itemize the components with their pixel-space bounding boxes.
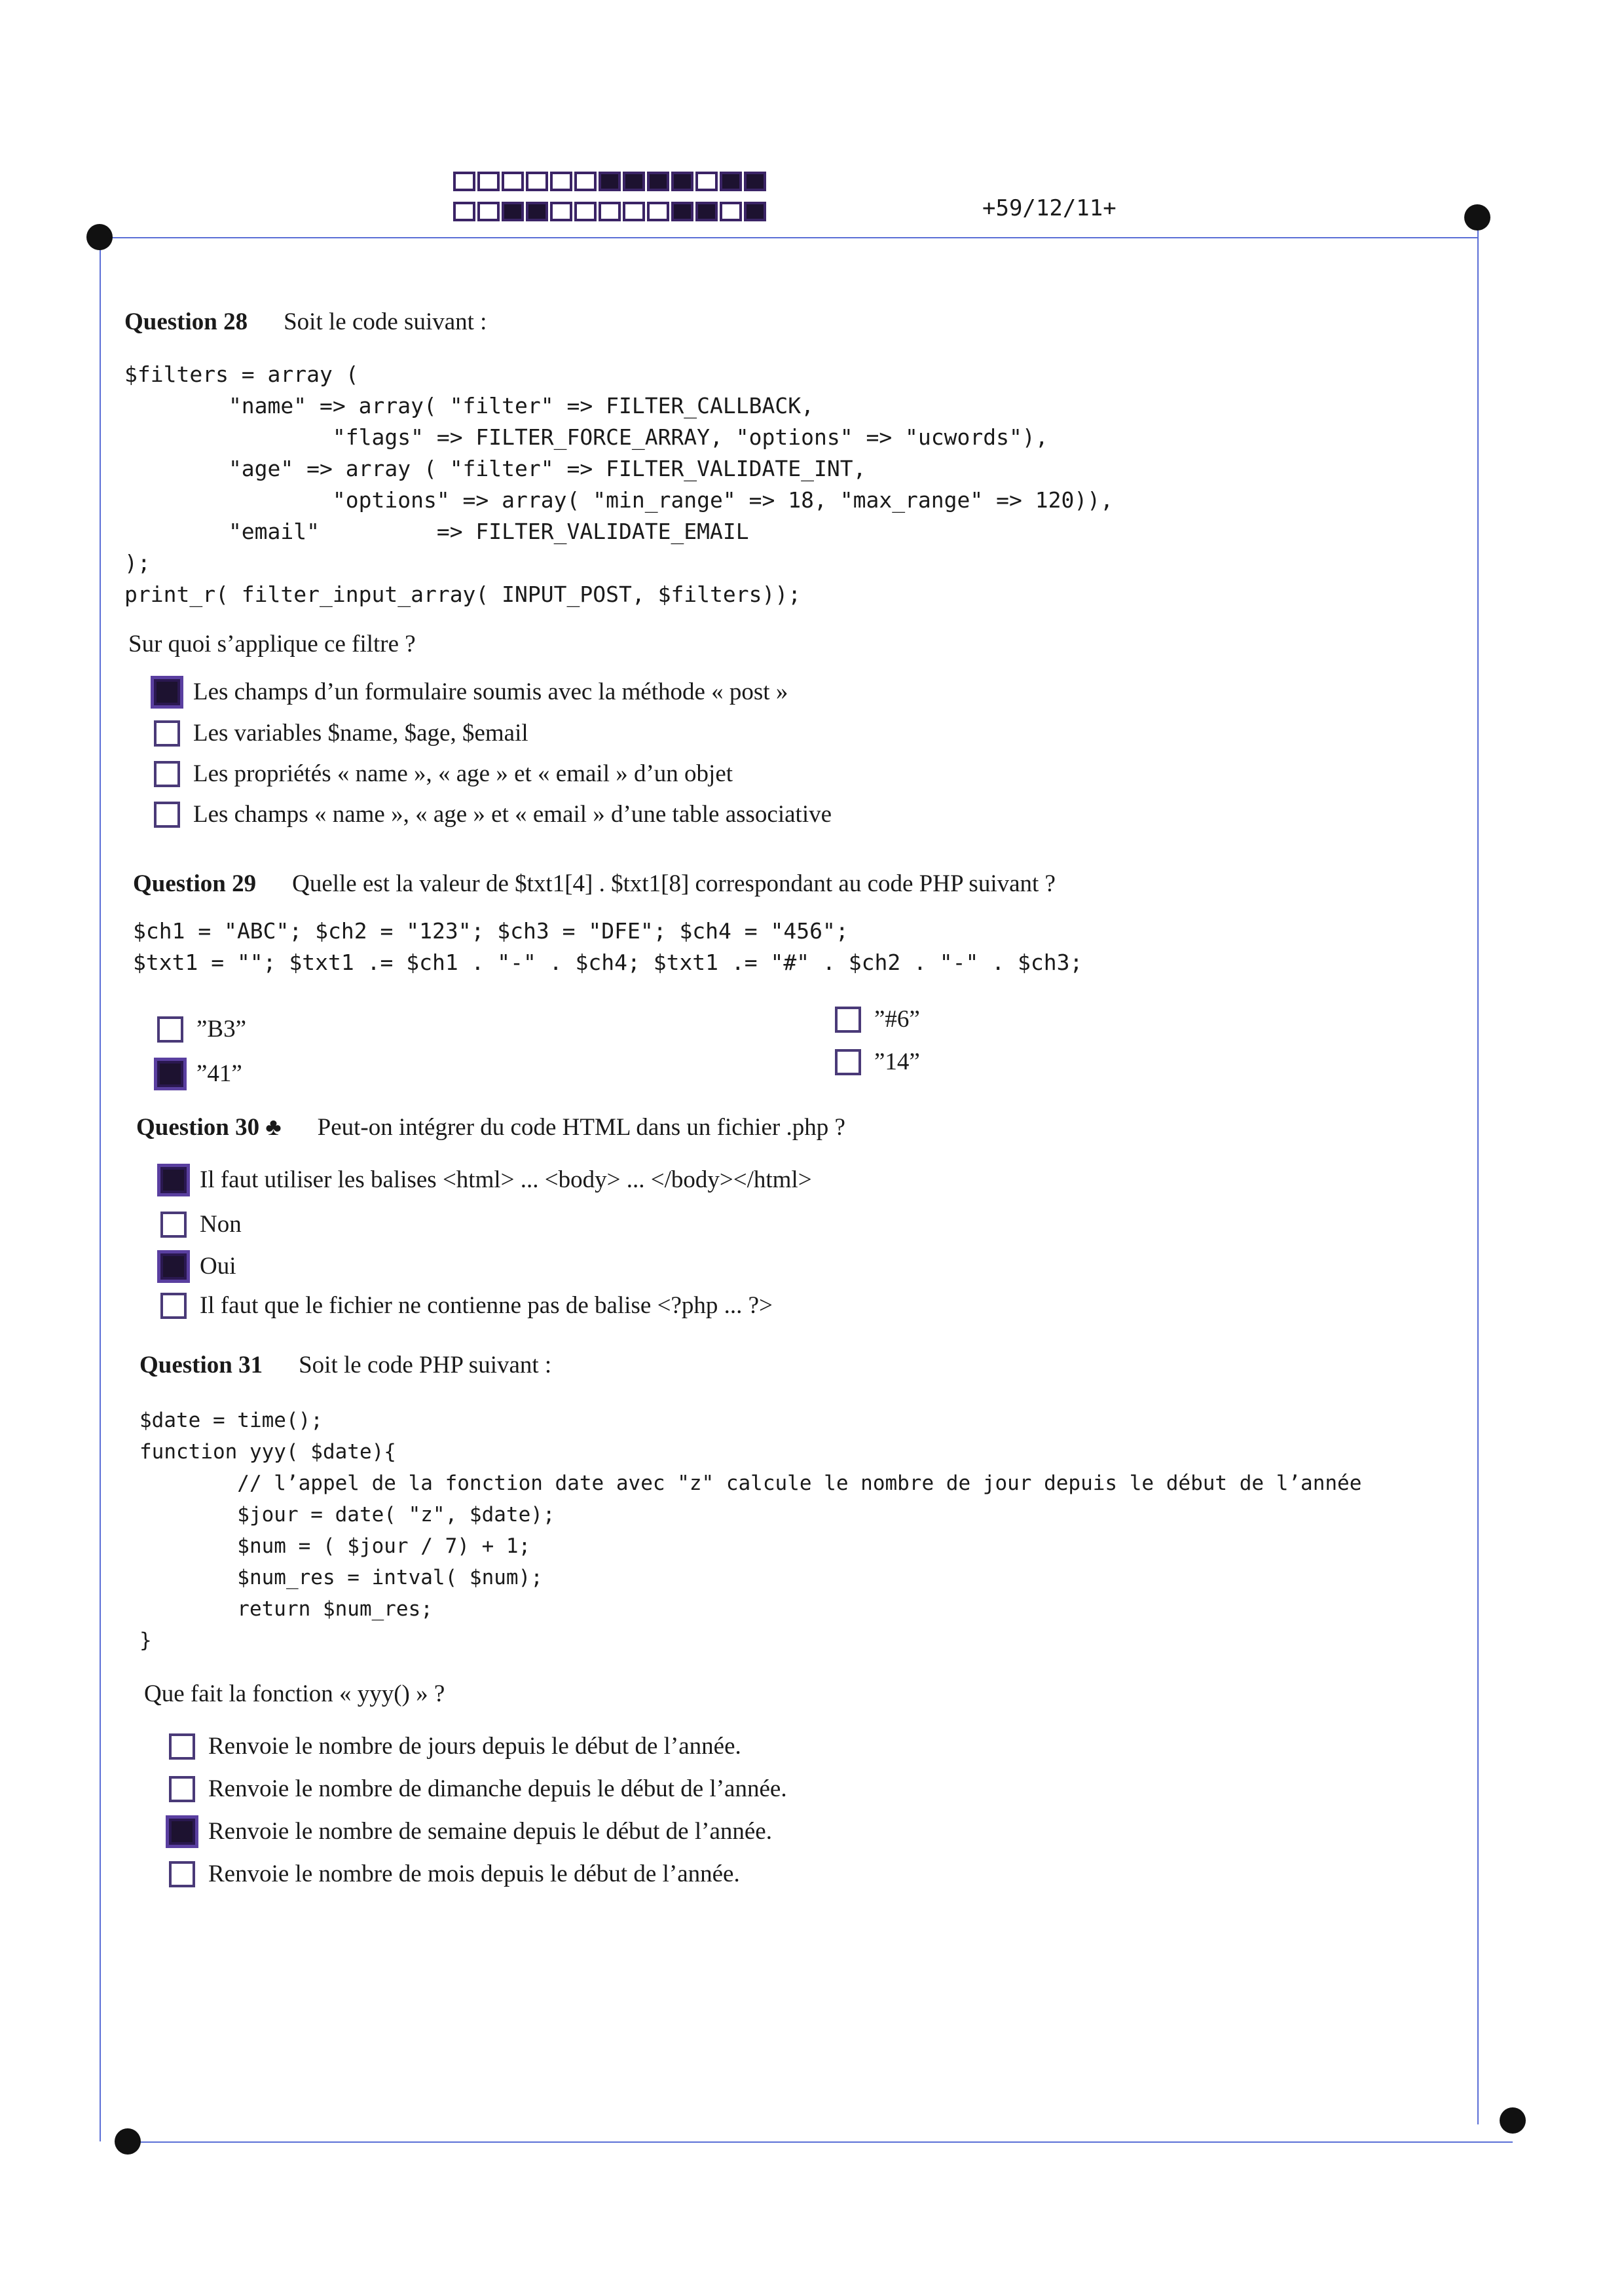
barcode-cell [647, 172, 669, 191]
barcode-cell [477, 202, 500, 221]
page-id: +59/12/11+ [982, 195, 1116, 221]
q28-checkbox-1[interactable] [154, 679, 180, 705]
question-29-code: $ch1 = "ABC"; $ch2 = "123"; $ch3 = "DFE"; $ch4 = "456"; $txt1 = ""; $txt1 .= $ch1 . "-" . $ch4; $txt1 .= "#" . $ch2 . "-" . $ch3; [133, 918, 1083, 975]
q30-checkbox-4[interactable] [160, 1293, 187, 1319]
q30-option-3[interactable] [160, 1252, 236, 1280]
q28-checkbox-2[interactable] [154, 720, 180, 747]
q31-option-4[interactable] [169, 1860, 740, 1888]
corner-mark-bottom-left [115, 2128, 141, 2155]
q29-option-2-label: ”41” [196, 1060, 242, 1087]
barcode-cell [647, 202, 669, 221]
q30-option-4[interactable] [160, 1291, 773, 1320]
corner-mark-top-right [1464, 204, 1490, 231]
q28-checkbox-4[interactable] [154, 802, 180, 828]
barcode-cell [695, 172, 718, 191]
q29-checkbox-2[interactable] [157, 1061, 183, 1087]
q28-option-4-label: Les champs « name », « age » et « email » d’une table associative [193, 801, 832, 828]
barcode-cell [550, 202, 572, 221]
q31-option-2[interactable] [169, 1775, 787, 1803]
corner-mark-bottom-right [1500, 2107, 1526, 2134]
q28-option-2[interactable] [154, 719, 528, 747]
q28-option-4[interactable] [154, 800, 832, 828]
question-31-code: $date = time(); function yyy( $date){ // l’appel de la fonction date avec "z" calcule le nombre de jour depuis le début de l’année $jour = date( "z", $date); $num = ( $jour / 7) + 1; $num_res = intval( $num); return $num_res; } [139, 1409, 1362, 1652]
q30-option-2[interactable] [160, 1210, 242, 1238]
barcode-cell [720, 172, 742, 191]
q29-option-3-label: ”#6” [874, 1006, 920, 1033]
frame-left-line [100, 237, 101, 2141]
barcode-cell [695, 202, 718, 221]
question-30-header [136, 1113, 845, 1141]
q30-option-1-label: Il faut utiliser les balises <html> ... <body> ... </body></html> [200, 1166, 812, 1193]
q31-checkbox-1[interactable] [169, 1733, 195, 1760]
q29-option-1-label: ”B3” [196, 1016, 247, 1043]
q30-checkbox-2[interactable] [160, 1212, 187, 1238]
q28-option-3[interactable] [154, 760, 733, 788]
question-31-prompt: Que fait la fonction « yyy() » ? [144, 1680, 445, 1707]
barcode-cell [477, 172, 500, 191]
barcode-row-2 [453, 202, 766, 221]
q29-option-4-label: ”14” [874, 1048, 920, 1075]
barcode-cell [744, 172, 766, 191]
barcode-cell [599, 172, 621, 191]
barcode-cell [550, 172, 572, 191]
q28-option-2-label: Les variables $name, $age, $email [193, 720, 528, 747]
q31-checkbox-4[interactable] [169, 1861, 195, 1887]
q31-option-4-label: Renvoie le nombre de mois depuis le début de l’année. [208, 1861, 740, 1887]
q29-checkbox-1[interactable] [157, 1016, 183, 1043]
q28-option-1[interactable] [154, 678, 788, 706]
frame-right-line [1477, 217, 1479, 2124]
question-28-prompt: Sur quoi s’applique ce filtre ? [128, 631, 416, 657]
barcode-cell [599, 202, 621, 221]
q28-checkbox-3[interactable] [154, 761, 180, 787]
barcode-cell [502, 172, 524, 191]
barcode-cell [574, 172, 597, 191]
barcode-cell [720, 202, 742, 221]
question-28-title: Question 28 [124, 308, 248, 335]
question-31-text: Soit le code PHP suivant : [299, 1352, 552, 1379]
barcode-cell [453, 172, 475, 191]
question-30-text: Peut-on intégrer du code HTML dans un fichier .php ? [317, 1114, 845, 1141]
q30-checkbox-1[interactable] [160, 1167, 187, 1193]
question-28-header [124, 308, 487, 336]
question-29-text: Quelle est la valeur de $txt1[4] . $txt1[8] correspondant au code PHP suivant ? [292, 870, 1056, 897]
question-30-title: Question 30 [136, 1114, 260, 1141]
q30-option-4-label: Il faut que le fichier ne contienne pas de balise <?php ... ?> [200, 1292, 773, 1319]
q31-checkbox-2[interactable] [169, 1776, 195, 1802]
barcode-cell [574, 202, 597, 221]
question-29-header [133, 870, 1056, 898]
q29-checkbox-3[interactable] [835, 1007, 861, 1033]
q30-option-2-label: Non [200, 1211, 242, 1238]
question-28-text: Soit le code suivant : [284, 308, 487, 335]
q28-option-1-label: Les champs d’un formulaire soumis avec la méthode « post » [193, 678, 788, 705]
q29-option-3[interactable] [835, 1005, 920, 1033]
barcode-cell [526, 172, 548, 191]
q30-option-3-label: Oui [200, 1253, 236, 1280]
q30-option-1[interactable] [160, 1166, 812, 1194]
q29-option-4[interactable] [835, 1048, 920, 1076]
barcode-cell [526, 202, 548, 221]
barcode-cell [502, 202, 524, 221]
barcode-cell [671, 172, 693, 191]
q31-checkbox-3[interactable] [169, 1819, 195, 1845]
q30-checkbox-3[interactable] [160, 1253, 187, 1280]
question-31-title: Question 31 [139, 1352, 263, 1379]
barcode-cell [623, 202, 645, 221]
club-icon: ♣ [265, 1114, 282, 1141]
corner-mark-top-left [86, 224, 113, 250]
q29-checkbox-4[interactable] [835, 1049, 861, 1075]
frame-bottom-line [128, 2141, 1513, 2143]
barcode-row-1 [453, 172, 766, 191]
q29-option-2[interactable] [157, 1060, 242, 1088]
question-29-title: Question 29 [133, 870, 257, 897]
barcode-cell [453, 202, 475, 221]
q31-option-1-label: Renvoie le nombre de jours depuis le début de l’année. [208, 1733, 741, 1760]
q31-option-3-label: Renvoie le nombre de semaine depuis le début de l’année. [208, 1818, 772, 1845]
barcode-cell [744, 202, 766, 221]
q29-option-1[interactable] [157, 1015, 246, 1043]
frame-top-line [100, 237, 1479, 238]
question-31-header [139, 1351, 551, 1379]
barcode-cell [623, 172, 645, 191]
q31-option-1[interactable] [169, 1732, 741, 1760]
question-28-code: $filters = array ( "name" => array( "filter" => FILTER_CALLBACK, "flags" => FILTER_FORCE_ARRAY, "options" => "ucwords"), "age" => array ( "filter" => FILTER_VALIDATE_INT, "options" => array( "min_range" => 18, "max_range" => 120)), "email" => FILTER_VALIDATE_EMAIL ); print_r( filter_input_array( INPUT_POST, $filters)); [124, 361, 1113, 607]
q28-option-3-label: Les propriétés « name », « age » et « email » d’un objet [193, 760, 733, 787]
q31-option-3[interactable] [169, 1817, 772, 1845]
q31-option-2-label: Renvoie le nombre de dimanche depuis le début de l’année. [208, 1775, 787, 1802]
barcode-cell [671, 202, 693, 221]
